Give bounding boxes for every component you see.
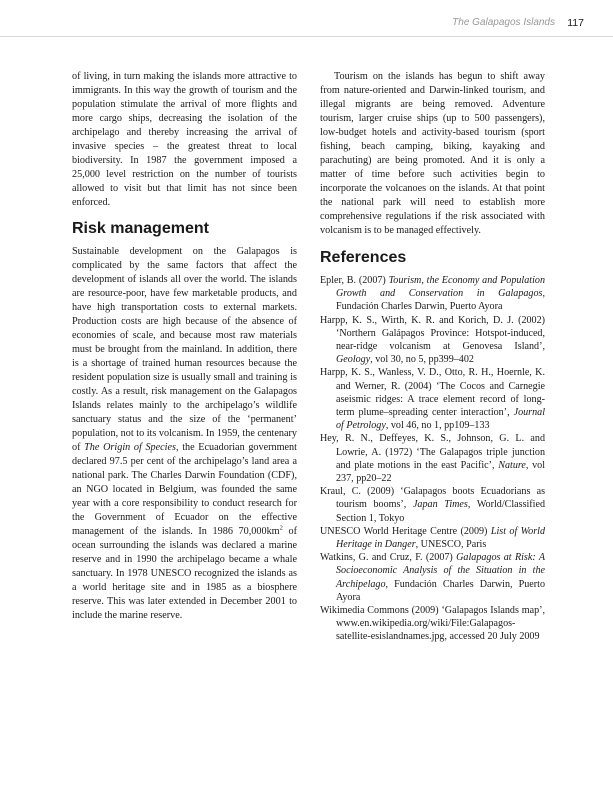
reference-text: Watkins, G. and Cruz, F. (2007) [320, 552, 457, 564]
superscript-2: 2 [279, 524, 283, 532]
reference-text: Kraul, C. (2009) ‘Galapagos boots Ecuadorians as tourism booms’, [320, 486, 545, 511]
running-header-title: The Galapagos Islands [452, 17, 555, 28]
tourism-paragraph: Tourism on the islands has begun to shift away from nature-oriented and Darwin-linked tourism, and illegal migrants are being removed. Adventure tourism, larger cruise ships (up to 500 passengers), low-budget hotels and activity-based tourism (sport fishing, beach camping, biking, kayaking and parachuting) are being promoted. And it is only a matter of time before such activities begin to incorporate the volcanoes on the islands. At that point the national park will need to establish more comprehensive regulations if the risk associated with volcanism is to be managed effectively. [320, 71, 545, 236]
reference-text: , World/Classified Section 1, Tokyo [336, 499, 545, 524]
reference-item [320, 604, 545, 644]
section-heading-risk-management: Risk management [72, 220, 209, 237]
reference-title: Tourism, the Economy and Population Growth and Conservation in Galapagos [336, 275, 545, 300]
reference-item [320, 274, 545, 314]
risk-text-part-a: Sustainable development on the Galapagos is complicated by the same factors that affect the development of islands all over the world. The islands are resource-poor, have few marketable products, and have high transportation costs to external markets. Production costs are high because of the absence of economies of scale, and because most raw materials must be brought from the mainland. In addition, there is a shortage of trained human resources because the resident population size is usually small and training is costly. As a result, risk management on the Galapagos Islands relates mainly to the archipelago’s wildlife sanctuary status and the size of the ‘permanent’ population, not to its volcanism. In 1959, the centenary of [72, 246, 297, 453]
reference-text: , vol 237, pp20–22 [336, 459, 546, 485]
reference-title: Galapagos at Risk: A Socioeconomic Analysis of the Situation in the Archipelago [336, 552, 545, 590]
reference-text: , vol 30, no 5, pp399–402 [370, 354, 474, 366]
reference-text: , vol 46, no 1, pp109–133 [385, 420, 490, 432]
references-section [320, 248, 545, 644]
section-heading-references: References [320, 249, 407, 266]
reference-title: Geology [336, 354, 371, 366]
reference-text: Harpp, K. S., Wanless, V. D., Otto, R. H., Hoernle, K. and Werner, R. (2004) ‘The Cocos and Carnegie aseismic ridges: A trace element record of long-term plume–spreading center interaction’, [320, 367, 545, 419]
reference-text: Hey, R. N., Deffeyes, K. S., Johnson, G. L. and Lowrie, A. (1972) ‘The Galapagos triple junction and plate motions in the east Pacific’, [320, 433, 545, 471]
running-header [0, 0, 613, 37]
risk-management-paragraph [72, 245, 297, 623]
reference-title: List of World Heritage in Danger [336, 525, 545, 551]
reference-title: Nature [498, 459, 526, 471]
reference-text: , UNESCO, Paris [415, 539, 487, 551]
reference-item [320, 551, 545, 604]
reference-item [320, 432, 545, 485]
reference-item [320, 485, 545, 525]
right-column [320, 70, 545, 644]
reference-title: Journal of Petrology [336, 407, 545, 432]
book-title-origin-of-species: The Origin of Species [84, 442, 176, 453]
reference-item [320, 314, 545, 367]
reference-text: Wikimedia Commons (2009) ‘Galapagos Islands map’, www.en.wikipedia.org/wiki/File:Galapagos-satellite-esislandnames.jpg, accessed 20 July 2009 [320, 605, 545, 643]
reference-title: Japan Times [412, 499, 468, 511]
page-number: 117 [567, 17, 584, 29]
risk-text-part-b: , the Ecuadorian government declared 97.5 per cent of the archipelago’s land area a national park. The Charles Darwin Foundation (CDF), an NGO located in Belgium, was founded the same year with a core responsibility to conduct research for the Government of Ecuador on the effective management of the islands. In 1986 70,000km [72, 442, 297, 537]
reference-item [320, 525, 545, 551]
reference-text: , Fundación Charles Darwin, Puerto Ayora [336, 288, 545, 313]
continued-paragraph: of living, in turn making the islands more attractive to immigrants. In this way the growth of tourism and the population stimulate the arrival of more flights and more cargo ships, decreasing the isolation of the archipelago and thereby increasing the arrival of invasive species – the greatest threat to local biodiversity. In 1987 the government imposed a 25,000 level restriction on the number of tourists allowed to visit but that limit has not since been enforced. [72, 71, 297, 208]
header-rule [0, 36, 613, 37]
reference-text: Harpp, K. S., Wirth, K. R. and Korich, D. J. (2002) ‘Northern Galápagos Province: Hotspot-induced, near-ridge volcanism at Genovesa Island’, [320, 314, 545, 353]
reference-text: , Fundación Charles Darwin, Puerto Ayora [336, 578, 545, 603]
reference-text: UNESCO World Heritage Centre (2009) [320, 525, 491, 537]
risk-text-part-c: of ocean surrounding the islands was declared a marine reserve and in 1990 the archipelago became a whale sanctuary. In 1978 UNESCO recognized the islands as a world heritage site and in 1985 as a biosphere reserve. This was later extended in December 2001 to include the marine reserve. [72, 526, 297, 621]
reference-text: Epler, B. (2007) [320, 275, 389, 286]
left-column [72, 70, 297, 623]
reference-item [320, 366, 545, 432]
